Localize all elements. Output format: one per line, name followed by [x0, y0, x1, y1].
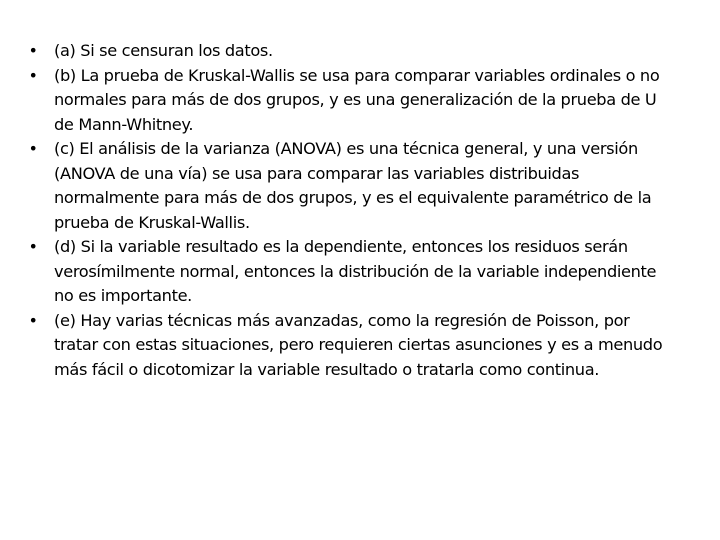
- bullet-marker: •: [28, 237, 38, 256]
- bullet-text-a: (a) Si se censuran los datos.: [54, 41, 273, 60]
- bullet-item-a: [26, 39, 676, 64]
- bullet-item-e: [26, 309, 676, 383]
- bullet-marker: •: [28, 139, 38, 158]
- bullet-marker: •: [28, 41, 38, 60]
- bullet-text-e: (e) Hay varias técnicas más avanzadas, como la regresión de Poisson, por tratar con estas situaciones, pero requieren ciertas asunciones y es a menudo más fácil o dicotomizar la variable resultado o tratarla como continua.: [54, 310, 663, 379]
- bullet-item-c: [26, 137, 676, 235]
- bullet-marker: •: [28, 65, 38, 85]
- bullet-item-b: [26, 64, 676, 138]
- bullet-marker: •: [28, 310, 38, 330]
- bullet-text-c: (c) El análisis de la varianza (ANOVA) es una técnica general, y una versión (ANOVA de una vía) se usa para comparar las variables distribuidas normalmente para más de dos grupos, y es el equivalente paramétrico de la prueba de Kruskal-Wallis.: [54, 139, 652, 232]
- bullet-text-b: (b) La prueba de Kruskal-Wallis se usa para comparar variables ordinales o no normales para más de dos grupos, y es una generalización de la prueba de U de Mann-Whitney.: [54, 65, 660, 134]
- bullet-item-d: [26, 235, 676, 309]
- bullet-text-d: (d) Si la variable resultado es la dependiente, entonces los residuos serán verosímilmente normal, entonces la distribución de la variable independiente no es importante.: [54, 237, 657, 305]
- bullet-list: [26, 39, 676, 382]
